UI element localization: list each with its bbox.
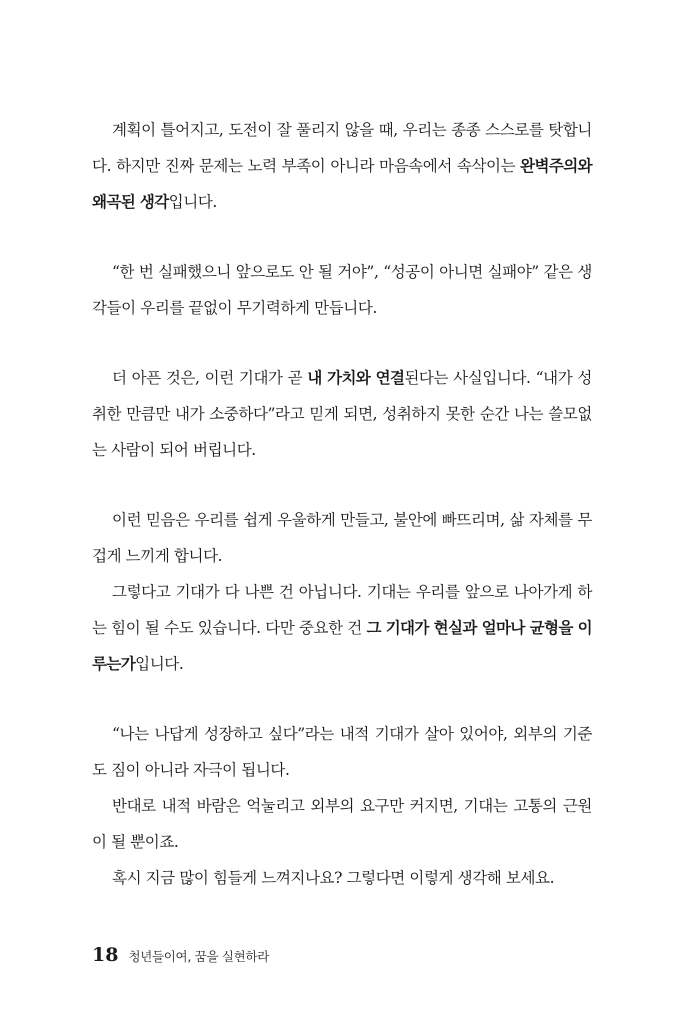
paragraph-gap <box>92 682 592 716</box>
paragraph-5 <box>92 574 592 682</box>
paragraph-8: 혹시 지금 많이 힘들게 느껴지나요? 그렇다면 이렇게 생각해 보세요. <box>112 869 555 887</box>
page-number: 18 <box>92 944 119 966</box>
paragraph-5-text: 그렇다고 기대가 다 나쁜 건 아닙니다. 기대는 우리를 앞으로 나아가게 하는 힘이 될 수도 있습니다. 다만 중요한 건 <box>92 583 592 637</box>
paragraph-1-text-end: 입니다. <box>168 193 217 211</box>
paragraph-5-emphasis: 그 기대가 현실과 얼마나 균형을 이루는가 <box>92 619 592 673</box>
paragraph-1-emphasis: 완벽주의와 왜곡된 생각 <box>92 157 592 211</box>
paragraph-gap <box>92 220 592 254</box>
paragraph-1 <box>92 112 592 220</box>
paragraph-3 <box>92 360 592 468</box>
paragraph-3-text: 더 아픈 것은, 이런 기대가 곧 <box>112 369 308 387</box>
paragraph-5-text-end: 입니다. <box>135 655 184 673</box>
running-title: 청년들이여, 꿈을 실현하라 <box>128 949 269 964</box>
paragraph-4: 이런 믿음은 우리를 쉽게 우울하게 만들고, 불안에 빠뜨리며, 삶 자체를 무겁게 느끼게 합니다. <box>92 511 592 565</box>
page-body <box>92 112 592 896</box>
paragraph-1-text: 계획이 틀어지고, 도전이 잘 풀리지 않을 때, 우리는 종종 스스로를 탓합니다. 하지만 진짜 문제는 노력 부족이 아니라 마음속에서 속삭이는 <box>92 121 592 175</box>
paragraph-3-text-end: 된다는 사실입니다. “내가 성취한 만큼만 내가 소중하다”라고 믿게 되면, 성취하지 못한 순간 나는 쓸모없는 사람이 되어 버립니다. <box>92 369 592 459</box>
paragraph-2: “한 번 실패했으니 앞으로도 안 될 거야”, “성공이 아니면 실패야” 같은 생각들이 우리를 끝없이 무기력하게 만듭니다. <box>92 263 592 317</box>
paragraph-3-emphasis: 내 가치와 연결 <box>307 369 405 387</box>
paragraph-gap <box>92 468 592 502</box>
paragraph-gap <box>92 326 592 360</box>
paragraph-6: “나는 나답게 성장하고 싶다”라는 내적 기대가 살아 있어야, 외부의 기준도 짐이 아니라 자극이 됩니다. <box>92 725 592 779</box>
page-footer <box>92 944 269 966</box>
paragraph-7: 반대로 내적 바람은 억눌리고 외부의 요구만 커지면, 기대는 고통의 근원이 될 뿐이죠. <box>92 797 592 851</box>
